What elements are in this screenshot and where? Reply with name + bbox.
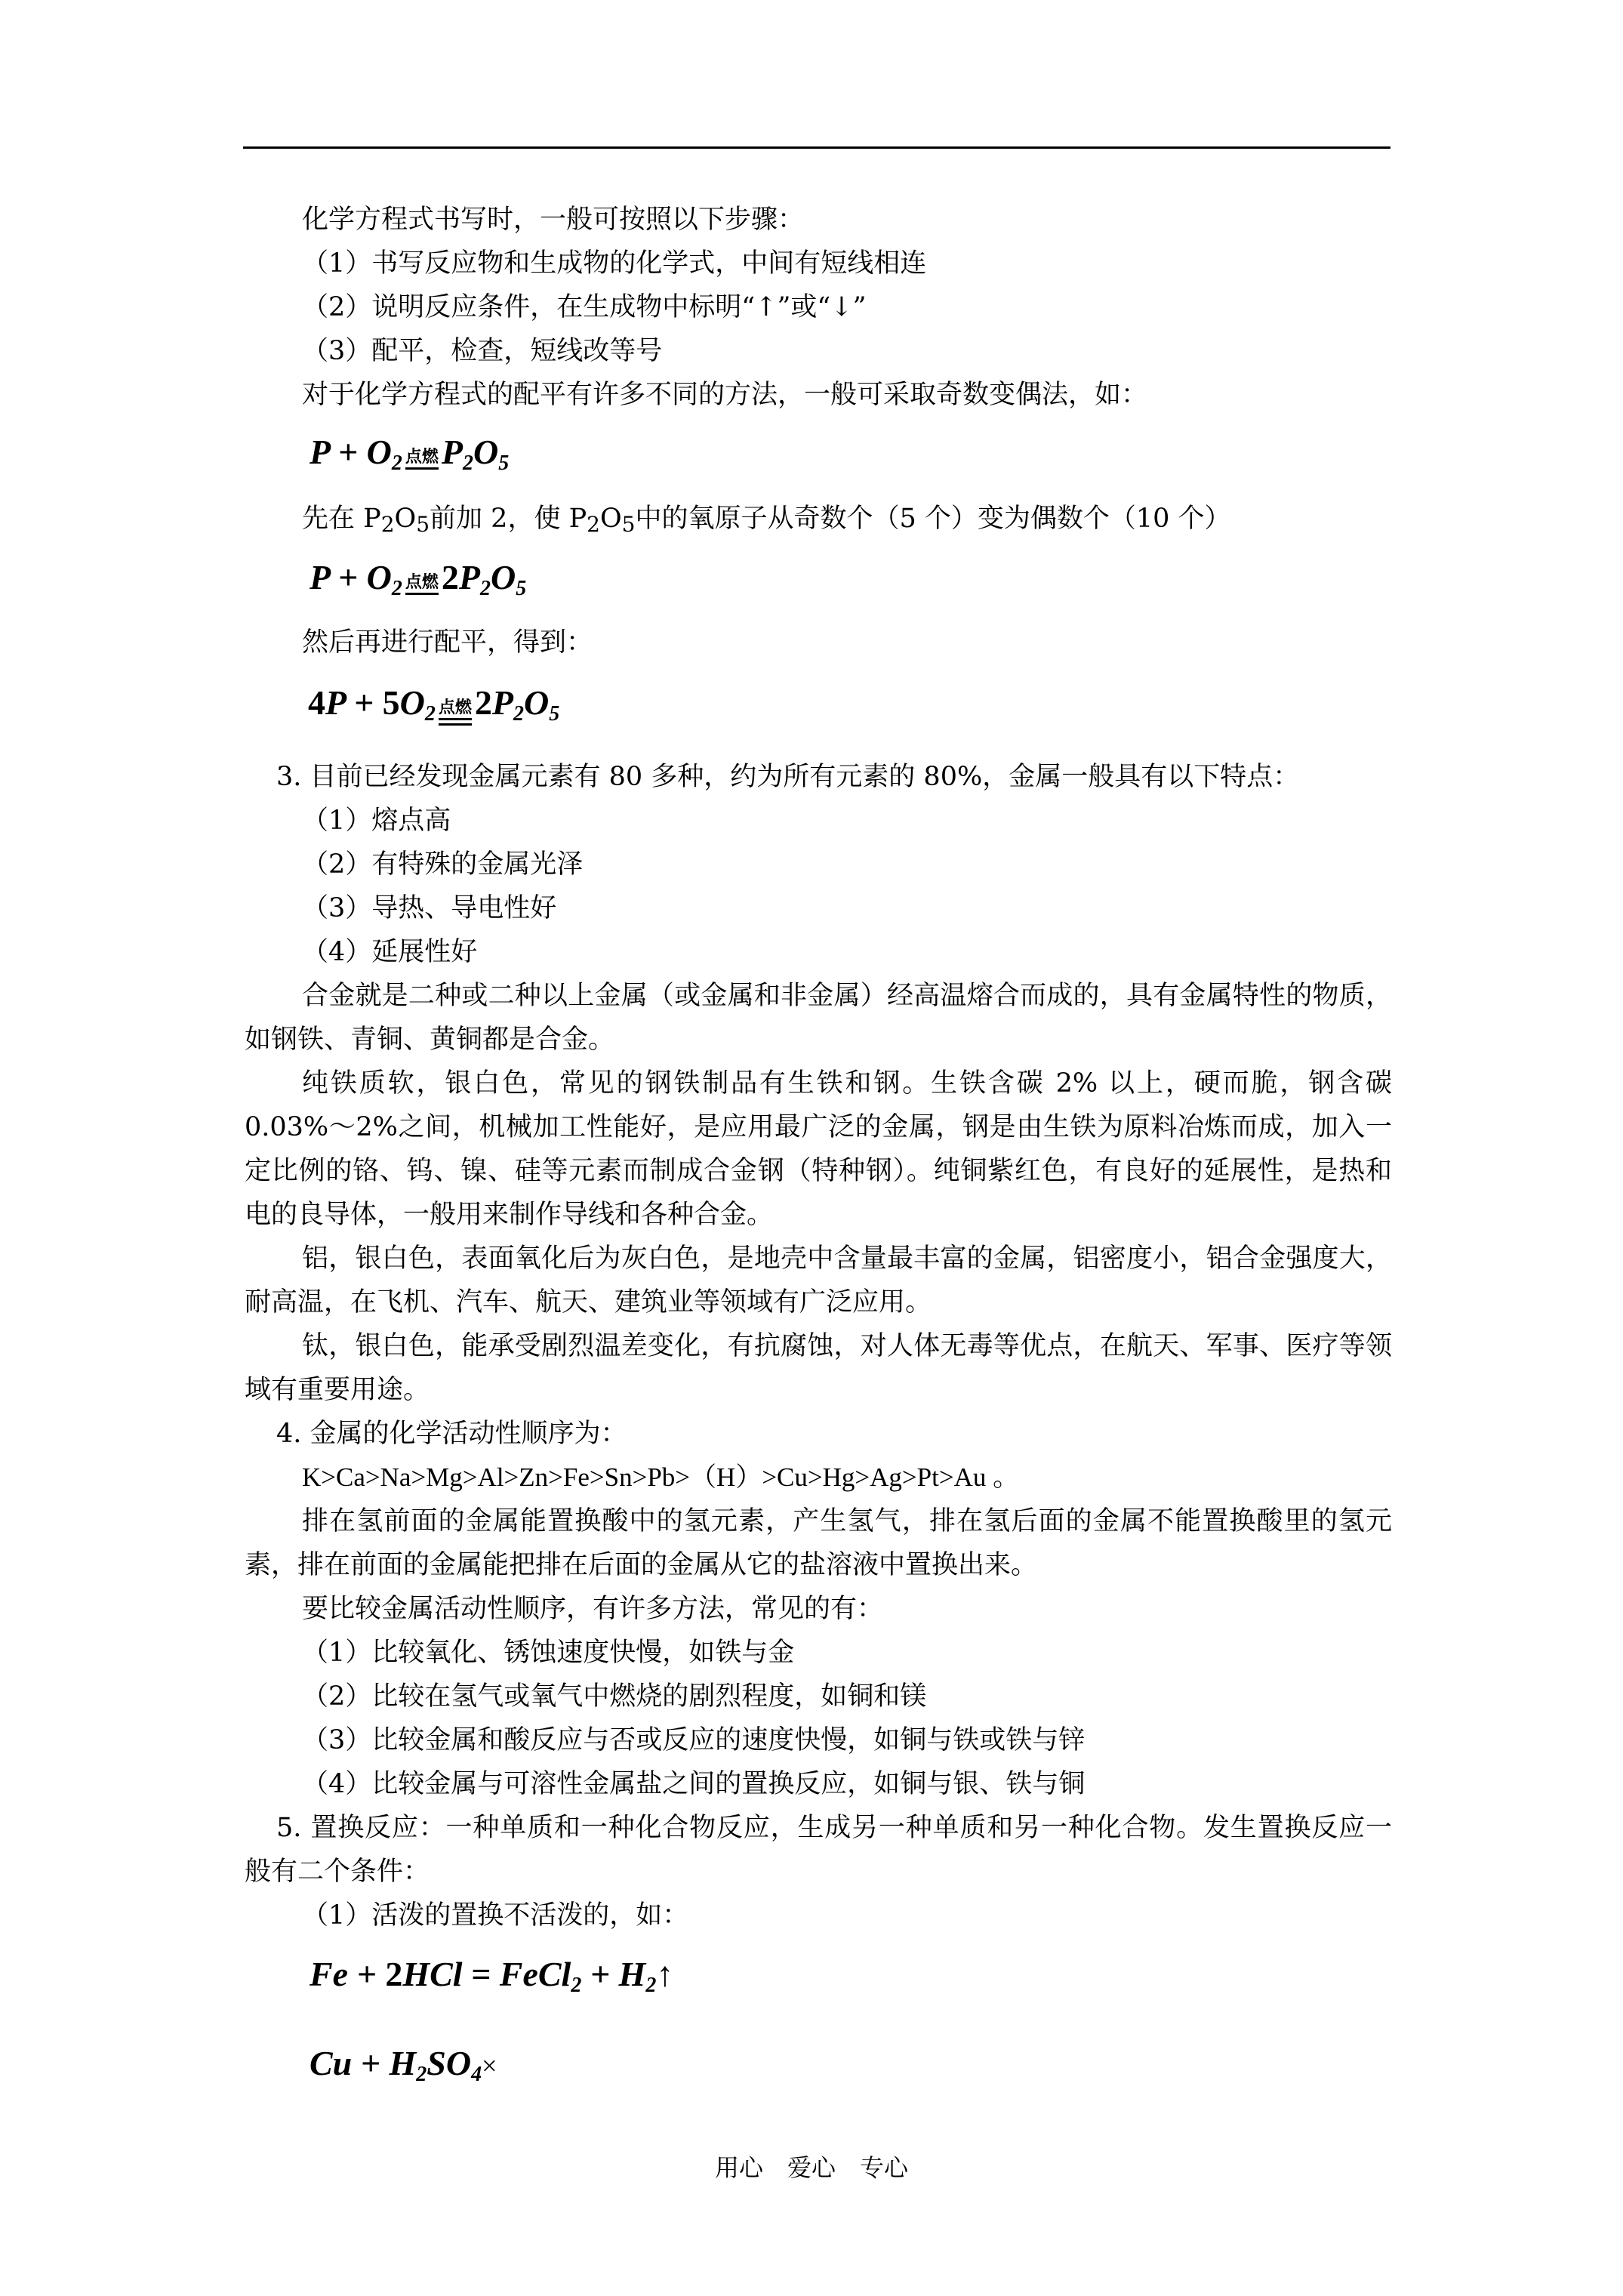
text-line: （2）说明反应条件，在生成物中标明“↑”或“↓” [302,292,867,322]
activity-series: K>Ca>Na>Mg>Al>Zn>Fe>Sn>Pb>（H）>Cu>Hg>Ag>Pt>Au 。 [302,1462,1020,1492]
text-line: 先在 P2O5前加 2，使 P2O5中的氧原子从奇数个（5 个）变为偶数个（10 个） [302,504,1231,537]
text-line: （3）配平，检查，短线改等号 [302,336,663,366]
page-footer: 用心 爱心 专心 [714,2153,908,2182]
paragraph: 排在氢前面的金属能置换酸中的氢元素，产生氢气，排在氢后面的金属不能置换酸里的氢元素，排在前面的金属能把排在后面的金属从它的盐溶液中置换出来。 [245,1506,1392,1580]
gas-arrow-icon: ↑ [656,1955,674,1993]
text-line: （1）比较氧化、锈蚀速度快慢，如铁与金 [302,1638,795,1668]
paragraph: 合金就是二种或二种以上金属（或金属和非金属）经高温熔合而成的，具有金属特性的物质，如钢铁、青铜、黄铜都是合金。 [245,981,1392,1055]
paragraph: 铝，银白色，表面氧化后为灰白色，是地壳中含量最丰富的金属，铝密度小，铝合金强度大，耐高温，在飞机、汽车、航天、建筑业等领域有广泛应用。 [245,1244,1392,1318]
text-line: （3）导热、导电性好 [302,893,557,923]
equation-3: $4P + 5O_2$ 点燃 $2P_2O_5$ [308,683,560,726]
paragraph: 5. 置换反应：一种单质和一种化合物反应，生成另一种单质和另一种化合物。发生置换反应一般有二个条件： [245,1813,1392,1887]
text-line: （4）延展性好 [302,937,478,967]
header-rule [243,146,1390,149]
text-line: （2）比较在氢气或氧气中燃烧的剧烈程度，如铜和镁 [302,1681,927,1712]
paragraph: 纯铁质软，银白色，常见的钢铁制品有生铁和钢。生铁含碳 2% 以上，硬而脆，钢含碳 0.03%～2%之间，机械加工性能好，是应用最广泛的金属，钢是由生铁为原料冶炼而成，加入一定比例的铬、钨、镍、硅等元素而制成合金钢（特种钢）。纯铜紫红色，有良好的延展性，是热和电的良导体，一般用来制作导线和各种合金。 [245,1068,1392,1230]
text-line: 要比较金属活动性顺序，有许多方法，常见的有： [302,1594,884,1624]
text-line: 对于化学方程式的配平有许多不同的方法，一般可采取奇数变偶法，如： [302,380,1148,410]
text-line: （1）活泼的置换不活泼的，如： [302,1900,689,1931]
text-line: 然后再进行配平，得到： [302,627,593,658]
text-line: （4）比较金属与可溶性金属盐之间的置换反应，如铜与银、铁与铜 [302,1769,1086,1799]
equation-4: Fe + 2HCl = FeCl$_2$ + $H_2↑$ [310,1955,674,1997]
text-line: （2）有特殊的金属光泽 [302,849,584,880]
text-line: 4. 金属的化学活动性顺序为： [276,1419,627,1449]
text-line: 3. 目前已经发现金属元素有 80 多种，约为所有元素的 80%，金属一般具有以下特点： [276,762,1300,792]
equation-5: $Cu + H_2SO_4\times$ [310,2044,497,2086]
equation-2: $P + O_2$ 点燃 $2P_2O_5$ [310,558,527,600]
paragraph: 钛，银白色，能承受剧烈温差变化，有抗腐蚀，对人体无毒等优点，在航天、军事、医疗等领域有重要用途。 [245,1331,1392,1405]
no-reaction-icon: × [482,2051,497,2081]
text-line: （3）比较金属和酸反应与否或反应的速度快慢，如铜与铁或铁与锌 [302,1725,1086,1755]
equation-1: $P + O_2$ 点燃 $P_2O_5$ [310,433,510,475]
text-line: （1）书写反应物和生成物的化学式，中间有短线相连 [302,248,927,279]
text-line: 化学方程式书写时，一般可按照以下步骤： [302,205,805,235]
text-line: （1）熔点高 [302,806,451,836]
